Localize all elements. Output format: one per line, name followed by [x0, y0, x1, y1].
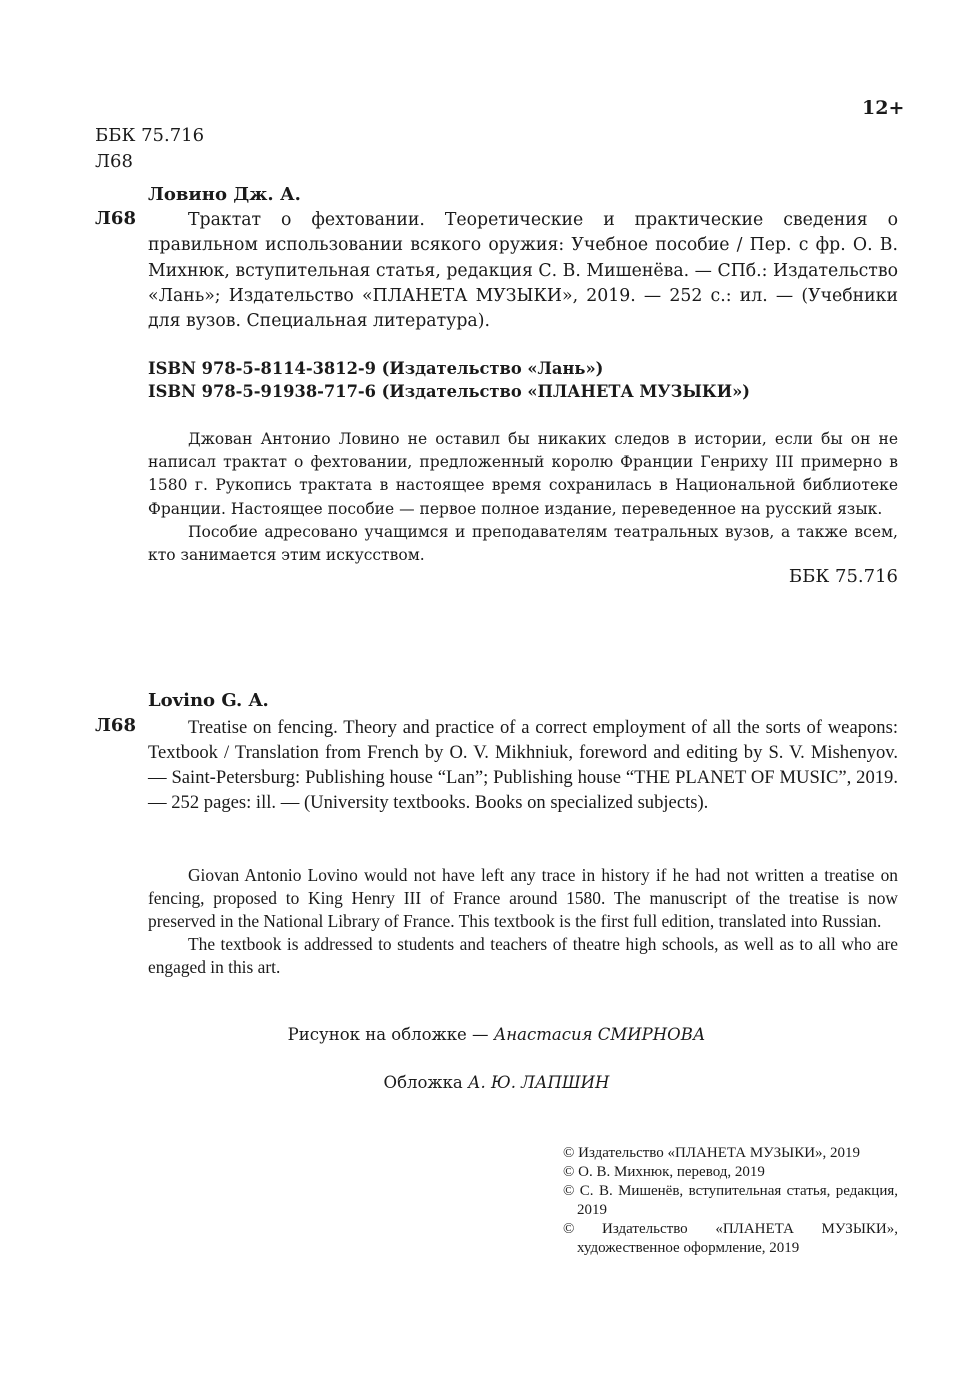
abstract-en-paragraph-1: Giovan Antonio Lovino would not have left any trace in history if he had not written a treatise on fencing, proposed to King Henry III of France around 1580. The manuscript of the treatise is now preserved in the National Library of France. This textbook is the first full edition, translated into Russian.: [148, 865, 898, 931]
copyright-block: [563, 1144, 898, 1258]
author-code-en: Л68: [95, 715, 136, 736]
copyright-line: © О. В. Михнюк, перевод, 2019: [563, 1164, 765, 1180]
author-en: Lovino G. A.: [148, 690, 269, 711]
author-ru: Ловино Дж. А.: [148, 184, 301, 205]
abstract-en-paragraph-2: The textbook is addressed to students and teachers of theatre high schools, as well as to all who are engaged in this art.: [148, 934, 898, 977]
catalog-header: [95, 123, 204, 175]
isbn-lan: ISBN 978-5-8114-3812-9 (Издательство «Лань»): [148, 359, 604, 378]
description-ru: Трактат о фехтовании. Теоретические и практические сведения о правильном использовании всякого оружия: Учебное пособие / Пер. с фр. О. В. Михнюк, вступительная статья, редакция С. В. Мишенёва. — СПб.: Издательство «Лань»; Издательство «ПЛАНЕТА МУЗЫКИ», 2019. — 252 с.: ил. — (Учебники для вузов. Специальная литература).: [148, 210, 898, 332]
author-code: Л68: [95, 151, 133, 172]
abstract-en: [148, 864, 898, 979]
description-en: Treatise on fencing. Theory and practice of a correct employment of all the sorts of weapons: Textbook / Translation from French by O. V. Mikhniuk, foreword and editing by S. V. Mishenyov. — Saint-Petersburg: Publishing house “Lan”; Publishing house “THE PLANET OF MUSIC”, 2019. — 252 pages: ill. — (University textbooks. Books on specialized subjects).: [148, 717, 898, 813]
bbk-index-bottom: ББК 75.716: [788, 566, 898, 587]
cover-art-credit: [0, 1025, 975, 1044]
isbn-block: [148, 357, 750, 403]
age-rating: 12+: [862, 97, 905, 119]
abstract-ru-paragraph-1: Джован Антонио Ловино не оставил бы никаких следов в истории, если бы он не написал трактат о фехтовании, предложенный королю Франции Генриху III примерно в 1580 г. Рукопись трактата в настоящее время сохранилась в Национальной библиотеке Франции. Настоящее пособие — первое полное издание, переведенное на русский язык.: [148, 430, 898, 518]
cover-art-name: Анастасия СМИРНОВА: [493, 1025, 706, 1044]
author-code-ru: Л68: [95, 208, 136, 229]
cover-art-label: Рисунок на обложке —: [287, 1025, 489, 1044]
cover-name: А. Ю. ЛАПШИН: [468, 1073, 610, 1092]
cover-label: Обложка: [383, 1073, 463, 1092]
copyright-line: © С. В. Мишенёв, вступительная статья, редакция, 2019: [563, 1183, 898, 1218]
isbn-planet: ISBN 978-5-91938-717-6 (Издательство «ПЛАНЕТА МУЗЫКИ»): [148, 382, 751, 401]
copyright-line: © Издательство «ПЛАНЕТА МУЗЫКИ», 2019: [563, 1145, 861, 1161]
copyright-line: © Издательство «ПЛАНЕТА МУЗЫКИ», художественное оформление, 2019: [563, 1221, 898, 1256]
bbk-index: ББК 75.716: [95, 125, 205, 146]
abstract-ru-paragraph-2: Пособие адресовано учащимся и преподавателям театральных вузов, а также всем, кто занимается этим искусством.: [148, 522, 898, 565]
abstract-ru: [148, 428, 898, 567]
cover-design-credit: [0, 1073, 975, 1092]
